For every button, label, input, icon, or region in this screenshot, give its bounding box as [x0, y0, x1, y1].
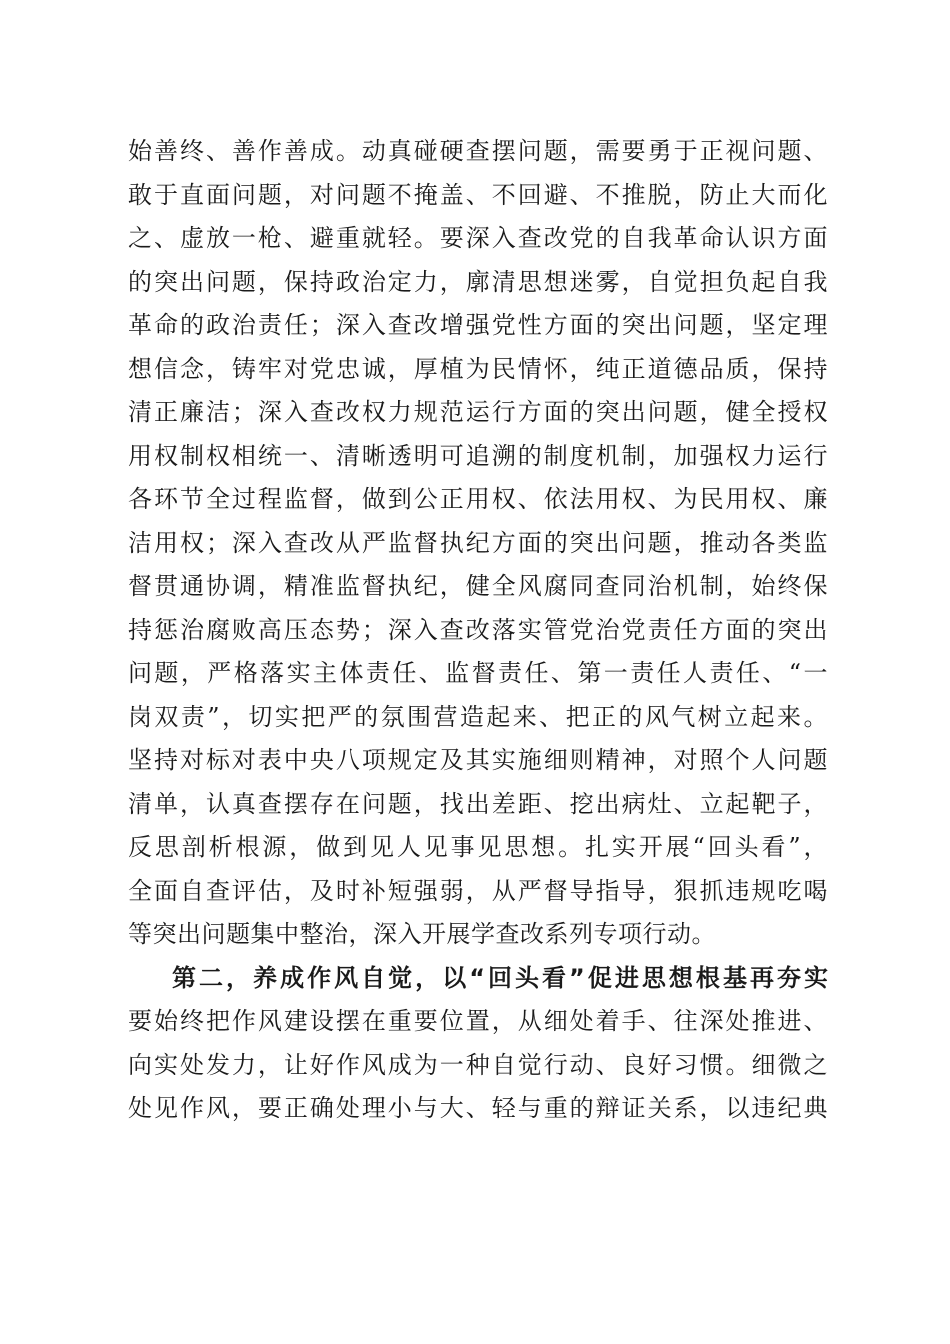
text-line: 用权制权相统一、清晰透明可追溯的制度机制，加强权力运行	[128, 441, 828, 470]
text-line: 各环节全过程监督，做到公正用权、依法用权、为民用权、廉	[128, 485, 828, 513]
text-line: 革命的政治责任；深入查改增强党性方面的突出问题，坚定理	[128, 311, 828, 339]
text-line: 向实处发力，让好作风成为一种自觉行动、良好习惯。细微之	[128, 1050, 828, 1079]
text-line: 敢于直面问题，对问题不掩盖、不回避、不推脱，防止大而化	[128, 180, 828, 209]
text-line: 全面自查评估，及时补短强弱，从严督导指导，狠抓违规吃喝	[128, 876, 828, 905]
text-line: 处见作风，要正确处理小与大、轻与重的辩证关系，以违纪典	[128, 1094, 828, 1122]
text-line: 持惩治腐败高压态势；深入查改落实管党治党责任方面的突出	[128, 615, 828, 644]
text-line: 坚持对标对表中央八项规定及其实施细则精神，对照个人问题	[128, 746, 828, 774]
text-line: 清正廉洁；深入查改权力规范运行方面的突出问题，健全授权	[128, 398, 828, 426]
text-line: 清单，认真查摆存在问题，找出差距、挖出病灶、立起靶子，	[128, 789, 828, 818]
text-line: 之、虚放一枪、避重就轻。要深入查改党的自我革命认识方面	[128, 224, 828, 252]
text-line: 督贯通协调，精准监督执纪，健全风腐同查同治机制，始终保	[128, 572, 828, 600]
text-line: 等突出问题集中整治，深入开展学查改系列专项行动。	[128, 920, 716, 948]
text-line: 始善终、善作善成。动真碰硬查摆问题，需要勇于正视问题、	[128, 137, 828, 165]
text-line: 想信念，铸牢对党忠诚，厚植为民情怀，纯正道德品质，保持	[128, 354, 828, 383]
text-line: 的突出问题，保持政治定力，廓清思想迷雾，自觉担负起自我	[128, 267, 828, 296]
text-line: 洁用权；深入查改从严监督执纪方面的突出问题，推动各类监	[128, 528, 828, 557]
text-line: 反思剖析根源，做到见人见事见思想。扎实开展“回头看”，	[128, 833, 828, 861]
text-line: 问题，严格落实主体责任、监督责任、第一责任人责任、“一	[128, 659, 828, 687]
section-heading: 第二，养成作风自觉，以“回头看”促进思想根基再夯实	[172, 963, 828, 992]
document-body	[128, 130, 828, 1131]
text-line: 岗双责”，切实把严的氛围营造起来、把正的风气树立起来。	[128, 702, 828, 731]
text-line: 要始终把作风建设摆在重要位置，从细处着手、往深处推进、	[128, 1007, 828, 1035]
